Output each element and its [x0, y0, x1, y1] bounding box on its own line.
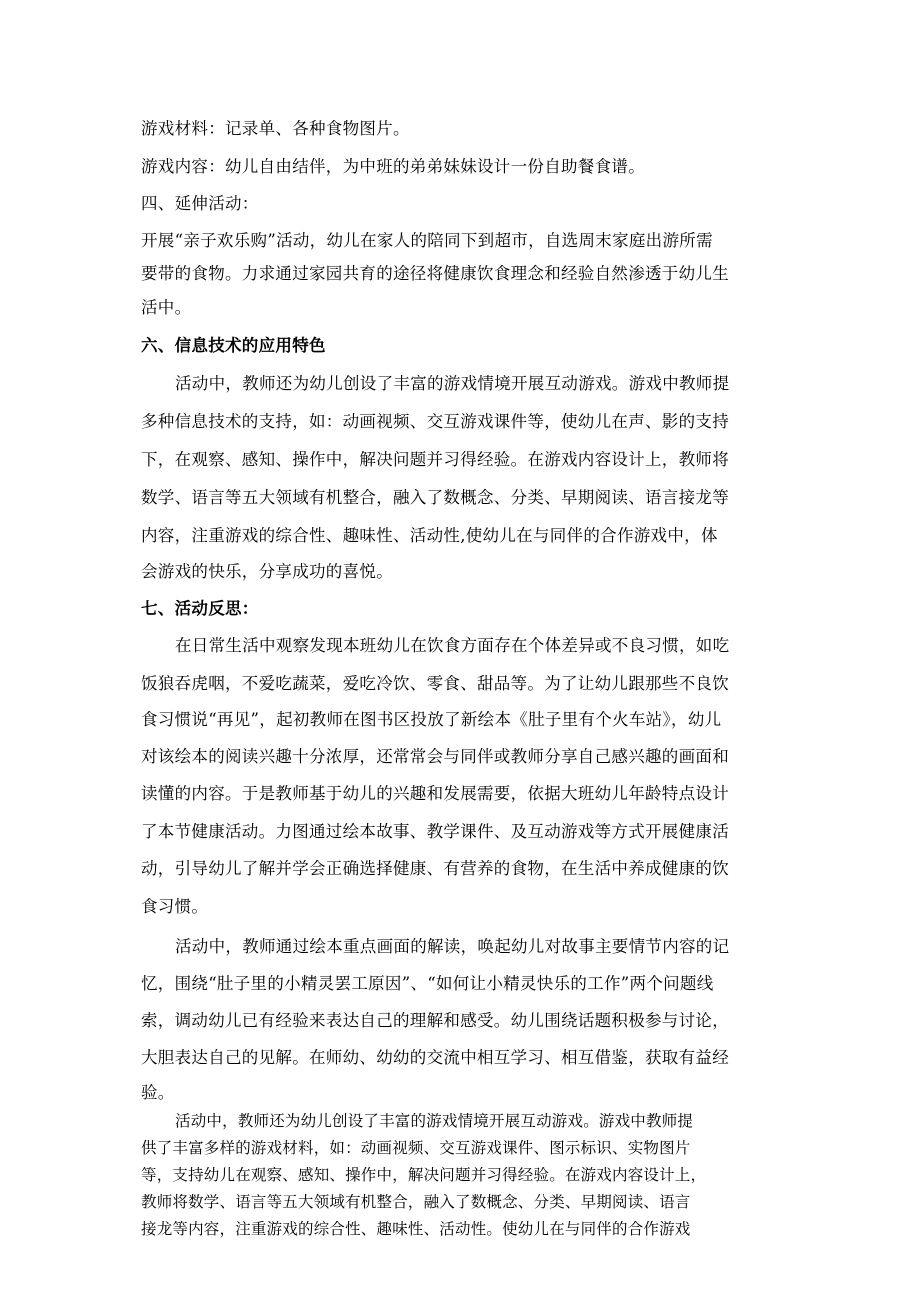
paragraph-line: 读懂的内容。于是教师基于幼儿的兴趣和发展需要，依据大班幼儿年龄特点设计	[141, 784, 729, 803]
paragraph-line: 四、延伸活动：	[141, 194, 259, 213]
paragraph-line: 索，调动幼儿已有经验来表达自己的理解和感受。幼儿围绕话题积极参与讨论，	[141, 1011, 729, 1030]
paragraph-line: 接龙等内容，注重游戏的综合性、趣味性、活动性。使幼儿在与同伴的合作游戏	[141, 1220, 691, 1238]
paragraph-line: 大胆表达自己的见解。在师幼、幼幼的交流中相互学习、相互借鉴，获取有益经	[141, 1048, 729, 1067]
paragraph-line: 验。	[141, 1083, 175, 1102]
paragraph-line: 数学、语言等五大领域有机整合，融入了数概念、分类、早期阅读、语言接龙等	[141, 488, 729, 507]
paragraph-line: 内容，注重游戏的综合性、趣味性、活动性,使幼儿在与同伴的合作游戏中，体	[141, 526, 718, 545]
section-heading: 六、信息技术的应用特色	[141, 336, 326, 355]
paragraph-line: 游戏内容：幼儿自由结伴，为中班的弟弟妹妹设计一份自助餐食谱。	[141, 157, 645, 176]
paragraph-line: 对该绘本的阅读兴趣十分浓厚，还常常会与同伴或教师分享自己感兴趣的画面和	[141, 747, 729, 766]
paragraph-line: 等，支持幼儿在观察、感知、操作中，解决问题并习得经验。在游戏内容设计上，	[141, 1166, 707, 1184]
paragraph-line: 供了丰富多样的游戏材料，如：动画视频、交互游戏课件、图示标识、实物图片	[141, 1139, 691, 1157]
paragraph-line: 活动中，教师通过绘本重点画面的解读，唤起幼儿对故事主要情节内容的记	[175, 937, 730, 956]
paragraph-line: 要带的食物。力求通过家园共育的途径将健康饮食理念和经验自然渗透于幼儿生	[141, 264, 729, 283]
section-heading: 七、活动反思：	[141, 599, 259, 618]
paragraph-line: 教师将数学、语言等五大领域有机整合，融入了数概念、分类、早期阅读、语言	[141, 1193, 691, 1211]
paragraph-line: 食习惯说“再见”，起初教师在图书区投放了新绘本《肚子里有个火车站》，幼儿	[141, 710, 722, 729]
paragraph-line: 忆，围绕“肚子里的小精灵罢工原因”、“如何让小精灵快乐的工作”两个问题线	[141, 974, 714, 993]
paragraph-line: 在日常生活中观察发现本班幼儿在饮食方面存在个体差异或不良习惯，如吃	[175, 636, 730, 655]
paragraph-line: 食习惯。	[141, 897, 209, 916]
paragraph-line: 游戏材料：记录单、各种食物图片。	[141, 119, 410, 138]
paragraph-line: 饭狼吞虎咽，不爱吃蔬菜，爱吃冷饮、零食、甜品等。为了让幼儿跟那些不良饮	[141, 674, 729, 693]
paragraph-line: 了本节健康活动。力图通过绘本故事、教学课件、及互动游戏等方式开展健康活	[141, 822, 729, 841]
paragraph-line: 多种信息技术的支持，如：动画视频、交互游戏课件等，使幼儿在声、影的支持	[141, 412, 729, 431]
paragraph-line: 动，引导幼儿了解并学会正确选择健康、有营养的食物，在生活中养成健康的饮	[141, 859, 729, 878]
paragraph-line: 开展“亲子欢乐购”活动，幼儿在家人的陪同下到超市，自选周末家庭出游所需	[141, 231, 713, 250]
paragraph-line: 会游戏的快乐，分享成功的喜悦。	[141, 562, 393, 581]
paragraph-line: 下，在观察、感知、操作中，解决问题并习得经验。在游戏内容设计上，教师将	[141, 450, 729, 469]
paragraph-line: 活中。	[141, 298, 192, 317]
paragraph-line: 活动中，教师还为幼儿创设了丰富的游戏情境开展互动游戏。游戏中教师提	[175, 374, 730, 393]
paragraph-line: 活动中，教师还为幼儿创设了丰富的游戏情境开展互动游戏。游戏中教师提	[175, 1112, 694, 1130]
